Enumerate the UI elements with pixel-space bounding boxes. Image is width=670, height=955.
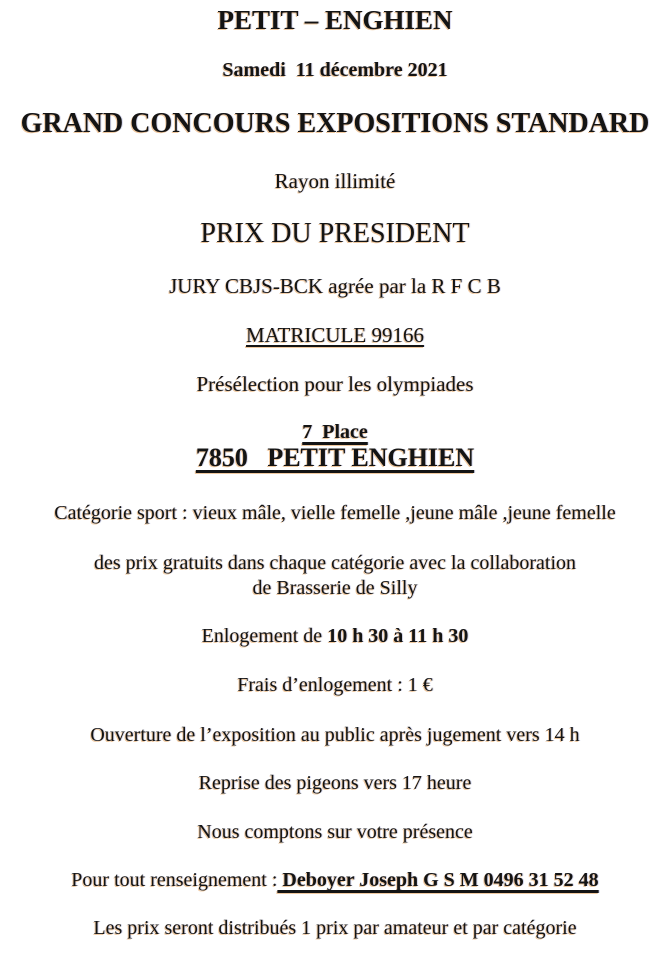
contest-heading: GRAND CONCOURS EXPOSITIONS STANDARD	[20, 108, 650, 139]
contact-name: Deboyer Joseph G S M 0496 31 52 48	[277, 869, 599, 891]
jury-line: JURY CBJS-BCK agrée par la R F C B	[169, 274, 501, 298]
prizes-line-2: de Brasserie de Silly	[252, 577, 418, 599]
enlogement-prefix: Enlogement de	[201, 625, 328, 647]
place-line: 7 Place	[302, 421, 368, 443]
rayon-line: Rayon illimité	[274, 169, 396, 193]
prizes-line-1: des prix gratuits dans chaque catégorie avec la collaboration	[93, 552, 577, 574]
enlogement-line	[0, 625, 670, 648]
presence-line: Nous comptons sur votre présence	[197, 821, 473, 843]
enlogement-time: 10 h 30 à 11 h 30	[327, 625, 469, 647]
contact-line	[0, 869, 670, 892]
categories-line: Catégorie sport : vieux mâle, vielle femelle ,jeune mâle ,jeune femelle	[54, 502, 616, 524]
preselection-line: Présélection pour les olympiades	[196, 372, 474, 396]
contact-prefix: Pour tout renseignement :	[71, 869, 278, 891]
prize-title: PRIX DU PRESIDENT	[200, 218, 470, 249]
event-title: PETIT – ENGHIEN	[217, 5, 453, 35]
event-date: Samedi 11 décembre 2021	[222, 59, 448, 81]
matricule-line: MATRICULE 99166	[246, 323, 424, 347]
ouverture-line: Ouverture de l’exposition au public après jugement vers 14 h	[90, 724, 580, 746]
distribution-line: Les prix seront distribués 1 prix par amateur et par catégorie	[93, 917, 577, 939]
frais-line: Frais d’enlogement : 1 €	[237, 674, 433, 696]
city-line: 7850 PETIT ENGHIEN	[195, 443, 475, 472]
reprise-line: Reprise des pigeons vers 17 heure	[198, 772, 472, 794]
